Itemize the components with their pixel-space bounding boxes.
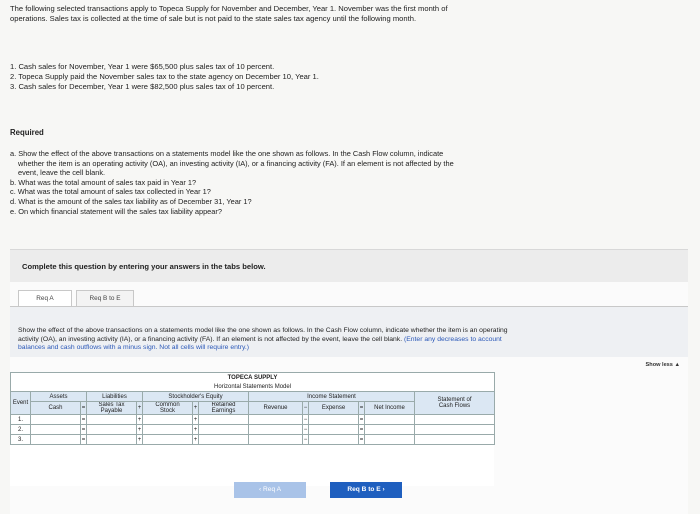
equals-sign: = — [81, 426, 86, 433]
statements-model — [10, 372, 494, 486]
retained-earnings-line-2: Earnings — [211, 408, 236, 414]
model-company: TOPECA SUPPLY — [11, 373, 495, 383]
plus-sign: + — [137, 436, 142, 443]
common-stock-input[interactable] — [143, 415, 193, 425]
equals-sign: = — [359, 436, 364, 443]
event-label: 2. — [11, 425, 31, 435]
expense-header: Expense — [309, 402, 359, 415]
sales-tax-payable-line-1: Sales Tax — [98, 402, 125, 408]
revenue-input[interactable] — [249, 435, 303, 445]
sales-tax-payable-line-2: Payable — [100, 408, 123, 414]
event-label: 1. — [11, 415, 31, 425]
table-row — [11, 425, 495, 435]
transaction-3: 3. Cash sales for December, Year 1 were $82,500 plus sales tax of 10 percent. — [10, 82, 275, 91]
sales-tax-payable-input[interactable] — [87, 415, 137, 425]
next-req-button[interactable]: Req B to E › — [330, 482, 402, 498]
cash-flows-input[interactable] — [415, 415, 495, 425]
panel-line-3-note: balances and cash outflows with a minus sign. Not all cells will require entry.) — [18, 344, 250, 351]
required-a-line-1: a. Show the effect of the above transactions on a statements model like the one shown as follows. In the Cash Flow column, indicate — [10, 149, 444, 158]
assets-header: Assets — [31, 392, 87, 402]
required-e: e. On which financial statement will the sales tax liability appear? — [10, 206, 222, 216]
net-income-input[interactable] — [365, 435, 415, 445]
net-income-input[interactable] — [365, 425, 415, 435]
intro-line-2: operations. Sales tax is collected at the time of sale but is not paid to the state sales tax agency until the following month. — [10, 14, 417, 23]
instruction-bar — [10, 249, 688, 284]
required-c: c. What was the total amount of sales tax collected in Year 1? — [10, 187, 211, 197]
equals-sign: = — [359, 416, 364, 423]
expense-input[interactable] — [309, 435, 359, 445]
net-income-header: Net Income — [365, 402, 415, 415]
retained-earnings-line-1: Retained — [211, 402, 236, 408]
cash-input[interactable] — [31, 415, 81, 425]
sales-tax-payable-header — [87, 402, 137, 415]
plus-sign: + — [193, 416, 198, 423]
required-d: d. What is the amount of the sales tax liability as of December 31, Year 1? — [10, 196, 252, 206]
intro-text — [10, 4, 630, 24]
retained-earnings-input[interactable] — [199, 435, 249, 445]
equals-sign: = — [359, 426, 364, 433]
event-header: Event — [11, 392, 31, 415]
minus-sign: − — [303, 436, 308, 443]
tab-req-a[interactable]: Req A — [18, 290, 72, 306]
equals-sign: = — [81, 436, 86, 443]
plus-sign: + — [137, 416, 142, 423]
plus-sign: + — [193, 426, 198, 433]
panel-line-2 — [18, 336, 678, 345]
plus-sign: + — [137, 402, 143, 415]
retained-earnings-input[interactable] — [199, 425, 249, 435]
required-a-line-2: whether the item is an operating activity (OA), an investing activity (IA), or a financing activity (FA). If an element is not affected by the — [18, 158, 454, 168]
show-less-toggle[interactable]: Show less ▲ — [645, 362, 680, 368]
required-b: b. What was the total amount of sales tax paid in Year 1? — [10, 177, 197, 187]
common-stock-line-2: Stock — [159, 408, 175, 414]
cash-flows-header-line-2: Cash Flows — [438, 403, 471, 409]
transaction-1: 1. Cash sales for November, Year 1 were $65,500 plus sales tax of 10 percent. — [10, 62, 275, 71]
plus-sign-2: + — [193, 402, 199, 415]
cash-input[interactable] — [31, 425, 81, 435]
prev-req-button[interactable]: ‹ Req A — [234, 482, 306, 498]
revenue-header: Revenue — [249, 402, 303, 415]
panel-line-2-note: (Enter any decreases to account — [403, 335, 502, 343]
minus-sign: − — [303, 426, 308, 433]
expense-input[interactable] — [309, 415, 359, 425]
liabilities-header: Liabilities — [87, 392, 143, 402]
panel-line-1: Show the effect of the above transactions on a statements model like the one shown as follows. In the Cash Flow column, indicate whether the item is an operating — [18, 327, 508, 334]
cash-flows-input[interactable] — [415, 435, 495, 445]
sales-tax-payable-input[interactable] — [87, 435, 137, 445]
income-statement-header: Income Statement — [249, 392, 415, 402]
minus-sign: − — [303, 402, 309, 415]
common-stock-line-1: Common — [155, 402, 180, 408]
plus-sign: + — [137, 426, 142, 433]
stockholders-equity-header: Stockholder's Equity — [143, 392, 249, 402]
retained-earnings-header — [199, 402, 249, 415]
common-stock-input[interactable] — [143, 425, 193, 435]
revenue-input[interactable] — [249, 425, 303, 435]
required-heading: Required — [10, 128, 44, 137]
panel-line-2-text: activity (OA), an investing activity (IA), or a financing activity (FA). If an element is not affected by the event, leave the cell blank. — [18, 335, 403, 343]
required-list — [10, 149, 610, 216]
panel-instructions — [18, 327, 678, 353]
transaction-2: 2. Topeca Supply paid the November sales tax to the state agency on December 10, Year 1. — [10, 72, 319, 81]
common-stock-header — [143, 402, 193, 415]
equals-sign: = — [81, 416, 86, 423]
instruction-text: Complete this question by entering your answers in the tabs below. — [22, 262, 266, 271]
cash-header: Cash — [31, 402, 81, 415]
tab-req-b-to-e[interactable]: Req B to E — [76, 290, 134, 306]
plus-sign: + — [193, 436, 198, 443]
retained-earnings-input[interactable] — [199, 415, 249, 425]
statements-model-table — [10, 372, 495, 445]
event-label: 3. — [11, 435, 31, 445]
revenue-input[interactable] — [249, 415, 303, 425]
cash-flows-input[interactable] — [415, 425, 495, 435]
common-stock-input[interactable] — [143, 435, 193, 445]
minus-sign: − — [303, 416, 308, 423]
equals-sign: = — [81, 402, 87, 415]
cash-flows-header — [415, 392, 495, 415]
table-row — [11, 415, 495, 425]
tab-panel — [10, 306, 688, 357]
table-row — [11, 435, 495, 445]
transaction-list — [10, 62, 319, 92]
cash-input[interactable] — [31, 435, 81, 445]
expense-input[interactable] — [309, 425, 359, 435]
sales-tax-payable-input[interactable] — [87, 425, 137, 435]
model-title: Horizontal Statements Model — [11, 382, 495, 392]
equals-sign-2: = — [359, 402, 365, 415]
intro-line-1: The following selected transactions apply to Topeca Supply for November and December, Year 1. November was the first month of — [10, 4, 448, 13]
net-income-input[interactable] — [365, 415, 415, 425]
cash-flows-header-line-1: Statement of — [437, 397, 472, 403]
required-a-line-3: event, leave the cell blank. — [18, 168, 106, 178]
answer-area — [10, 282, 688, 514]
